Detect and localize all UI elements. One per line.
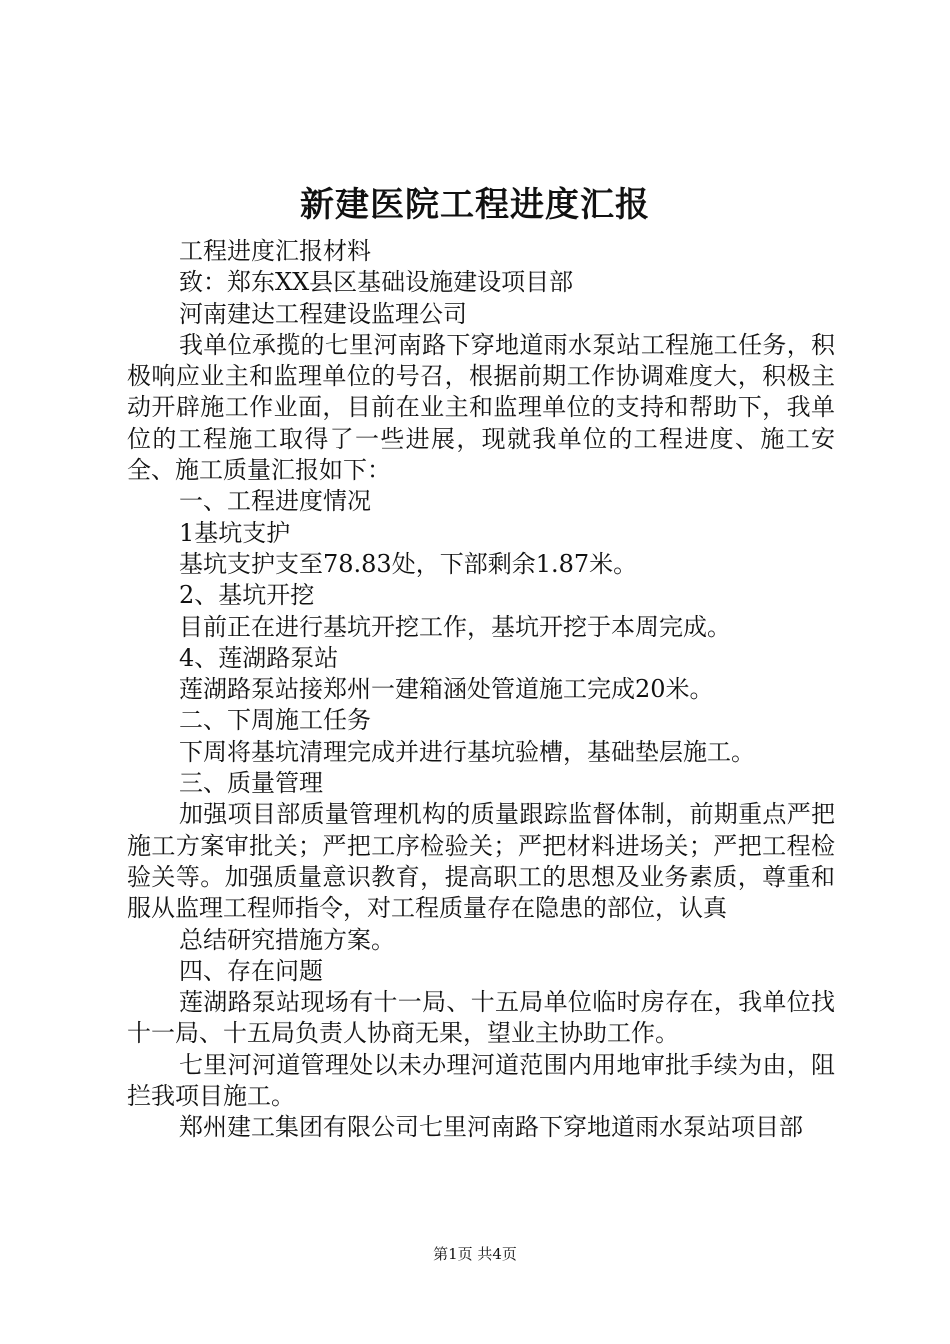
section-heading-quality: 三、质量管理: [179, 769, 323, 798]
document-body: [127, 236, 835, 1144]
document-title: 新建医院工程进度汇报: [300, 185, 650, 225]
paragraph-pit-support: 基坑支护支至78.83处，下部剩余1.87米。: [179, 549, 638, 578]
paragraph-quality-cont: 总结研究措施方案。: [179, 925, 395, 954]
page-footer: 第1页 共4页: [433, 1245, 517, 1263]
paragraph-recipient: 致：郑东XX县区基础设施建设项目部: [179, 268, 574, 297]
paragraph-supervisor: 河南建达工程建设监理公司: [179, 299, 467, 328]
paragraph-excavation: 目前正在进行基坑开挖工作，基坑开挖于本周完成。: [179, 612, 731, 641]
paragraph-material-title: 工程进度汇报材料: [179, 237, 371, 265]
subheading-excavation: 2、基坑开挖: [179, 581, 315, 610]
paragraph-signature: 郑州建工集团有限公司七里河南路下穿地道雨水泵站项目部: [179, 1113, 803, 1142]
section-heading-next-week: 二、下周施工任务: [179, 706, 371, 735]
section-heading-issues: 四、存在问题: [179, 956, 323, 985]
paragraph-pump-station: 莲湖路泵站接郑州一建箱涵处管道施工完成20米。: [179, 675, 714, 704]
subheading-pit-support: 1基坑支护: [179, 518, 291, 547]
section-heading-progress: 一、工程进度情况: [179, 487, 371, 516]
paragraph-intro: 我单位承揽的七里河南路下穿地道雨水泵站工程施工任务，积极响应业主和监理单位的号召，根据前期工作协调难度大，积极主动开辟施工作业面，目前在业主和监理单位的支持和帮助下，我单位的工程施工取得了一些进展，现就我单位的工程进度、施工安全、施工质量汇报如下：: [127, 330, 835, 485]
paragraph-issue-2: 七里河河道管理处以未办理河道范围内用地审批手续为由，阻拦我项目施工。: [127, 1050, 835, 1111]
paragraph-next-week: 下周将基坑清理完成并进行基坑验槽，基础垫层施工。: [179, 737, 755, 766]
paragraph-issue-1: 莲湖路泵站现场有十一局、十五局单位临时房存在，我单位找十一局、十五局负责人协商无果，望业主协助工作。: [127, 988, 835, 1048]
paragraph-quality: 加强项目部质量管理机构的质量跟踪监督体制，前期重点严把施工方案审批关；严把工序检验关；严把材料进场关；严把工程检验关等。加强质量意识教育，提高职工的思想及业务素质，尊重和服从监理工程师指令，对工程质量存在隐患的部位，认真: [127, 800, 835, 923]
subheading-pump-station: 4、莲湖路泵站: [179, 643, 339, 672]
